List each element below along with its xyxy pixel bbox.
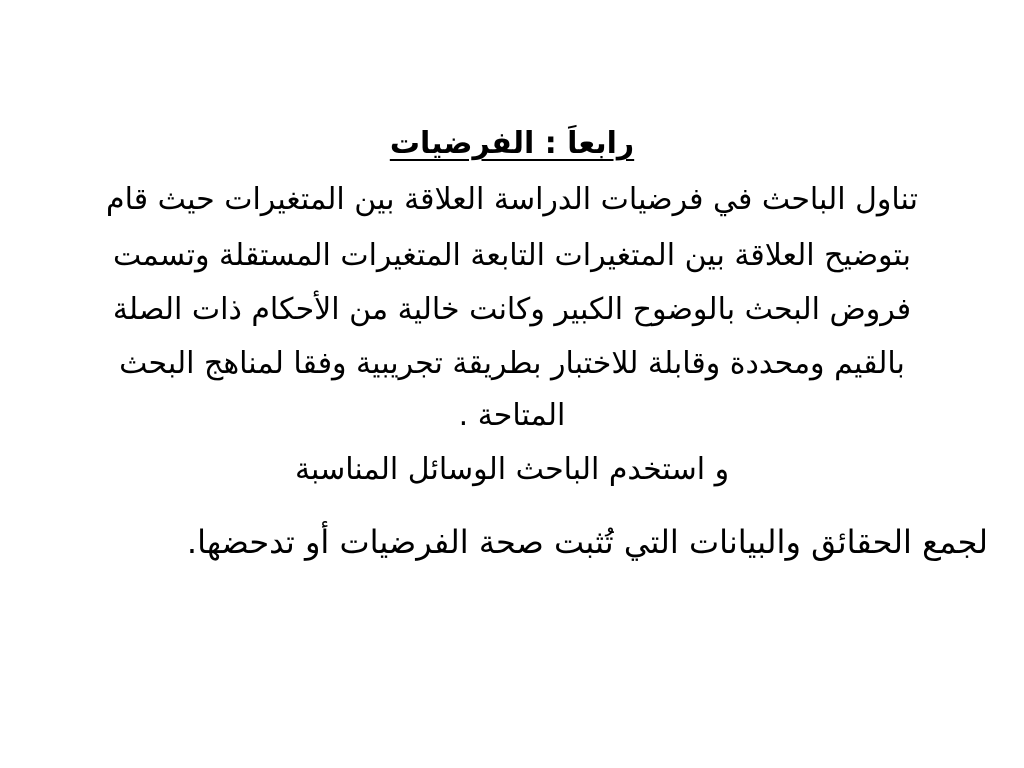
body-line-1: تناول الباحث في فرضيات الدراسة العلاقة بين المتغيرات حيث قام xyxy=(106,182,918,217)
body-line-4: بالقيم ومحددة وقابلة للاختبار بطريقة تجريبية وفقا لمناهج البحث xyxy=(119,346,905,381)
body-line-3: فروض البحث بالوضوح الكبير وكانت خالية من الأحكام ذات الصلة xyxy=(112,292,912,327)
body-line-2: بتوضيح العلاقة بين المتغيرات التابعة المتغيرات المستقلة وتسمت xyxy=(113,238,911,273)
body-line-7: لجمع الحقائق والبيانات التي تُثبت صحة الفرضيات أو تدحضها. xyxy=(186,523,988,561)
body-line-6: و استخدم الباحث الوسائل المناسبة xyxy=(294,452,730,487)
body-line-5: المتاحة . xyxy=(458,398,566,433)
slide-title-text: رابعاَ : الفرضيات xyxy=(389,126,635,161)
slide-title xyxy=(20,124,1004,164)
